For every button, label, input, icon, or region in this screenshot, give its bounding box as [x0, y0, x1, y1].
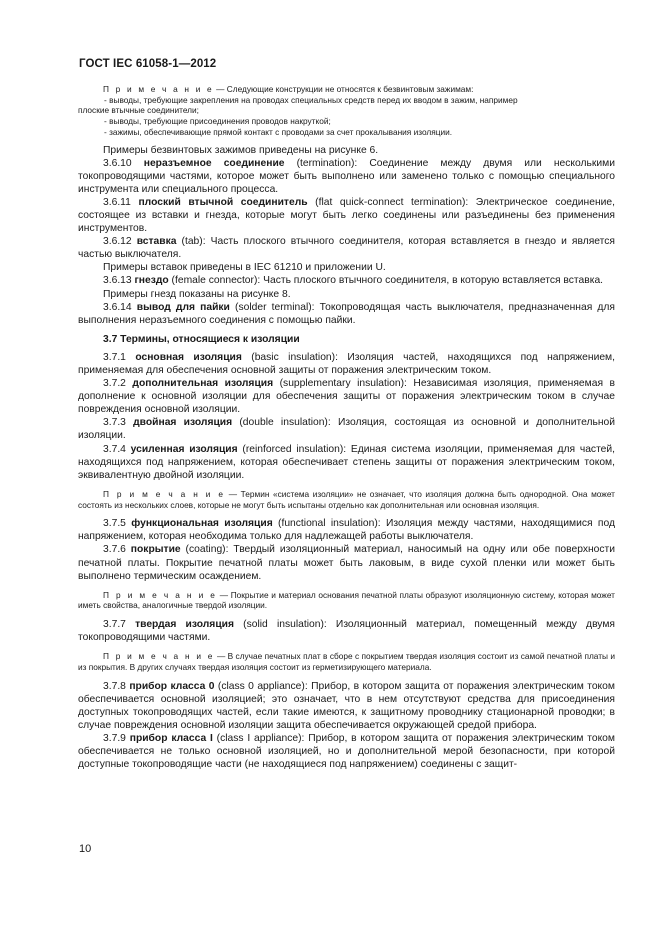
term-entry	[78, 443, 615, 482]
page-content	[78, 84, 615, 771]
term-entry	[78, 377, 615, 416]
term-name: вывод для пайки	[136, 301, 230, 313]
note-text: — Покрытие и материал основания печатной платы образуют изоляционную систему, которая может иметь свойства, аналогичные твердой изоляции.	[78, 589, 615, 611]
page-number: 10	[79, 843, 92, 855]
term-definition: (female connector): Часть плоского втычного соединителя, в которую вставляется вставка.	[168, 275, 604, 287]
term-name: дополнительная изоляция	[132, 378, 274, 390]
term-number: 3.7.5	[103, 518, 132, 530]
term-entry	[78, 732, 615, 771]
term-definition: (tab): Часть плоского втычного соединителя, которая вставляется в гнездо и является частью выключателя.	[78, 236, 615, 261]
term-definition: (flat quick-connect termination): Электрическое соединение, состоящее из вставки и гнезда, которые могут быть легко соединены или разъединены без применения инструментов.	[78, 196, 616, 235]
term-number: 3.7.1	[103, 351, 136, 363]
term-name: неразъемное соединение	[143, 157, 285, 169]
term-definition: (reinforced insulation): Единая система изоляции, применяемая для частей, находящихся под напряжением, которая обеспечивает степень защиты от поражения электрическим током, эквивалентную двойной изоляции.	[78, 443, 616, 481]
term-name: плоский втычной соединитель	[138, 196, 308, 208]
section-heading: 3.7 Термины, относящиеся к изоляции	[103, 333, 300, 345]
term-entry	[78, 274, 615, 287]
note-box	[78, 651, 615, 672]
term-definition: (supplementary insulation): Независимая изоляция, применяемая в дополнение к основной изоляции для обеспечения защиты от поражения электрическим током в случае повреждения основной изоляции.	[78, 378, 615, 416]
term-number: 3.6.12	[103, 236, 137, 248]
note-line	[78, 84, 615, 95]
note-text: — В случае печатных плат в сборе с покрытием твердая изоляция состоит из самой печатной платы и из покрытия. В других случаях твердая изоляция состоит из герметизирующего материала.	[78, 651, 615, 673]
term-entry	[78, 416, 615, 442]
term-definition: (basic insulation): Изоляция частей, находящихся под напряжением, применяемая для обеспечения основной защиты от поражения электрическим током.	[78, 351, 615, 377]
term-number: 3.7.6	[103, 544, 131, 556]
term-number: 3.7.9	[103, 733, 130, 745]
note-line	[78, 489, 615, 510]
term-name: вставка	[136, 236, 177, 248]
term-number: 3.6.10	[103, 157, 144, 169]
term-name: прибор класса 0	[129, 680, 215, 692]
note-line	[78, 590, 615, 611]
term-entry	[78, 618, 615, 644]
document-header: ГОСТ IEC 61058-1—2012	[79, 58, 217, 70]
note-label: П р и м е ч а н и е	[103, 84, 214, 94]
term-entry	[78, 235, 615, 261]
term-number: 3.6.14	[103, 301, 137, 313]
term-definition: (class I appliance): Прибор, в котором защита от поражения электрическим током обеспечивается не только основной изоляцией, но и дополнительной мерой безопасности, при которой доступные токопроводящие части (не находящиеся под напряжением) соединены с защит-	[78, 733, 615, 771]
note-box	[78, 590, 615, 611]
term-definition: (class 0 appliance): Прибор, в котором защита от поражения электрическим током обеспечивается основной изоляцией; это означает, что в нем отсутствуют средства для присоединения доступных токопроводящих частей, если такие имеются, к защитному проводнику стационарной проводки; в случае повреждения основной изоляции защита обеспечивается окружающей средой прибора.	[78, 680, 615, 732]
term-entry	[78, 196, 615, 235]
term-number: 3.7.4	[103, 443, 131, 455]
note-line	[78, 651, 615, 672]
term-number: 3.6.11	[103, 196, 139, 208]
term-definition: (solder terminal): Токопроводящая часть выключателя, предназначенная для выполнения неразъемного соединения с помощью пайки.	[78, 301, 615, 326]
note-item: - зажимы, обеспечивающие прямой контакт с проводами за счет прокалывания изоляции.	[104, 126, 453, 137]
term-entry	[78, 301, 615, 327]
note-box	[78, 84, 615, 138]
note-label: П р и м е ч а н и е	[103, 589, 218, 600]
term-name: твердая изоляция	[135, 619, 234, 631]
term-name: гнездо	[134, 275, 169, 287]
term-definition: (functional insulation): Изоляция между частями, находящимися под напряжением, которая необходима только для надлежащей работы выключателя.	[78, 518, 615, 543]
term-number: 3.7.8	[103, 680, 130, 692]
term-name: функциональная изоляция	[131, 518, 273, 530]
term-entry	[78, 517, 615, 543]
term-name: покрытие	[130, 544, 181, 556]
term-definition: (termination): Соединение между двумя или несколькими токопроводящими частями, которое может быть выполнено или заменено только с помощью специального инструмента или специального процесса.	[78, 157, 615, 195]
note-text: — Следующие конструкции не относятся к безвинтовым зажимам:	[213, 84, 474, 94]
term-definition: (solid insulation): Изоляционный материал, помещенный между двумя токопроводящими частями.	[78, 619, 615, 644]
term-name: двойная изоляция	[133, 417, 233, 429]
note-item: - выводы, требующие закрепления на проводах специальных средств перед их вводом в зажим, например	[104, 94, 518, 105]
paragraph: Примеры гнезд показаны на рисунке 8.	[103, 288, 291, 300]
note-box	[78, 489, 615, 510]
note-item: - выводы, требующие присоединения проводов накруткой;	[104, 116, 331, 127]
term-definition: (coating): Твердый изоляционный материал, наносимый на одну или обе поверхности печатной платы. Покрытие печатной платы может быть лаковым, в виде сухой пленки или может быть выполнено термическим осаждением.	[78, 544, 615, 582]
term-name: прибор класса I	[129, 733, 213, 745]
term-number: 3.7.3	[103, 417, 134, 429]
term-entry	[78, 157, 615, 196]
term-definition: (double insulation): Изоляция, состоящая из основной и дополнительной изоляции.	[78, 417, 616, 442]
term-name: основная изоляция	[135, 351, 242, 363]
note-label: П р и м е ч а н и е	[103, 488, 226, 499]
term-entry	[78, 351, 615, 377]
term-number: 3.7.7	[103, 619, 136, 631]
term-name: усиленная изоляция	[130, 443, 238, 455]
term-number: 3.6.13	[103, 275, 135, 287]
term-entry	[78, 680, 615, 732]
note-item: плоские втычные соединители;	[78, 105, 199, 116]
note-label: П р и м е ч а н и е	[103, 651, 215, 662]
paragraph: Примеры безвинтовых зажимов приведены на рисунке 6.	[103, 144, 379, 156]
note-text: — Термин «система изоляции» не означает, что изоляция должна быть однородной. Она может состоять из нескольких слоев, которые не могут быть испытаны отдельно как дополнительная или основная изоляция.	[78, 488, 615, 510]
term-entry	[78, 543, 615, 582]
paragraph: Примеры вставок приведены в IEC 61210 и приложении U.	[103, 262, 386, 274]
term-number: 3.7.2	[103, 378, 133, 390]
